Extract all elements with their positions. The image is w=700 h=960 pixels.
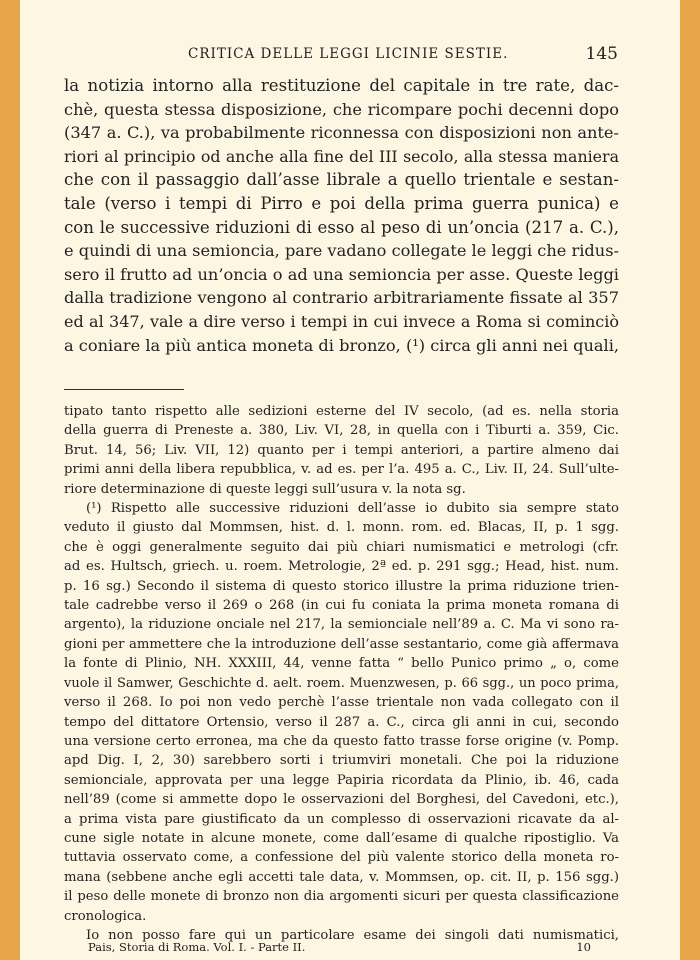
main-text-line: (347 a. C.), va probabilmente riconnessa con disposizioni non ante- <box>64 123 619 143</box>
main-text-line: che con il passaggio dall’asse librale a quello trientale e sestan- <box>64 170 619 190</box>
footnote-line: apd Dig. I, 2, 30) sarebbero sorti i triumviri monetali. Che poi la riduzione <box>64 753 619 769</box>
footnote-line: tempo del dittatore Ortensio, verso il 287 a. C., circa gli anni in cui, secondo <box>64 714 619 730</box>
running-head <box>20 44 680 68</box>
footnote-line: argento), la riduzione onciale nel 217, la semionciale nell’89 a. C. Ma vi sono ra- <box>64 617 619 633</box>
footnote-line: (¹) Rispetto alle successive riduzioni dell’asse io dubito sia sempre stato <box>86 501 619 517</box>
main-text-line: a coniare la più antica moneta di bronzo, (¹) circa gli anni nei quali, <box>64 335 620 355</box>
main-text-line: con le successive riduzioni di esso al peso di un’oncia (217 a. C.), <box>64 217 619 237</box>
footnote-line: a prima vista pare giustificato da un complesso di osservazioni ricavate da al- <box>64 811 619 827</box>
footnote-line: verso il 268. Io poi non vedo perchè l’asse trientale non vada collegato con il <box>64 695 619 711</box>
footnote-line: cune sigle notate in alcune monete, come dall’esame di qualche ripostiglio. Va <box>64 830 619 846</box>
footnote-line: mana (sebbene anche egli accetti tale data, v. Mommsen, op. cit. II, p. 156 sgg.) <box>64 869 619 885</box>
main-text <box>64 74 619 357</box>
main-text-line: tale (verso i tempi di Pirro e poi della prima guerra punica) e <box>64 193 619 213</box>
page-footer <box>64 940 619 956</box>
running-title: CRITICA DELLE LEGGI LICINIE SESTIE. <box>188 46 509 62</box>
footnote-line: riore determinazione di queste leggi sull’usura v. la nota sg. <box>64 481 466 497</box>
main-text-line: chè, questa stessa disposizione, che ricompare pochi decenni dopo <box>64 99 619 119</box>
footnote-line: p. 16 sg.) Secondo il sistema di questo storico illustre la prima riduzione trien- <box>64 578 619 594</box>
footnote-line: primi anni della libera repubblica, v. ad es. per l’a. 495 a. C., Liv. II, 24. Sull’ulte- <box>64 462 619 478</box>
footnote-line: cronologica. <box>64 908 147 924</box>
main-text-line: riori al principio od anche alla fine del III secolo, alla stessa maniera <box>64 146 619 166</box>
main-text-line: sero il frutto ad un’oncia o ad una semioncia per asse. Queste leggi <box>64 264 619 284</box>
signature-mark: 10 <box>576 940 591 954</box>
footnote-line: tipato tanto rispetto alle sedizioni esterne del IV secolo, (ad es. nella storia <box>64 404 619 419</box>
footnote-separator <box>64 389 184 390</box>
footnote-line: Io non posso fare qui un particolare esame dei singoli dati numismatici, <box>86 927 619 943</box>
footnote-line: nell’89 (come si ammette dopo le osservazioni del Borghesi, del Cavedoni, etc.), <box>64 792 619 808</box>
footnote-line: la fonte di Plinio, NH. XXXIII, 44, venne fatta “ bello Punico primo „ o, come <box>64 656 619 672</box>
footnote-line: Brut. 14, 56; Liv. VII, 12) quanto per i tempi anteriori, a partire almeno dai <box>64 442 619 458</box>
page-number: 145 <box>585 44 618 64</box>
footnote-line: della guerra di Preneste a. 380, Liv. VI, 28, in quella con i Tiburti a. 359, Cic. <box>64 423 619 439</box>
main-text-line: e quindi di una semioncia, pare vadano collegate le leggi che ridus- <box>64 241 619 261</box>
footnote-line: ad es. Hultsch, griech. u. roem. Metrologie, 2ª ed. p. 291 sgg.; Head, hist. num. <box>64 559 619 575</box>
footnote-line: gioni per ammettere che la introduzione dell’asse sestantario, come già affermava <box>64 636 619 652</box>
footnote-line: il peso delle monete di bronzo non dia argomenti sicuri per questa classificazione <box>64 889 619 905</box>
book-page <box>20 0 680 960</box>
main-text-line: ed al 347, vale a dire verso i tempi in cui invece a Roma si cominciò <box>64 311 619 331</box>
footer-citation: Pais, Storia di Roma. Vol. I. - Parte II. <box>88 940 306 954</box>
footnotes <box>64 402 619 945</box>
footnote-line: tuttavia osservato come, a confessione del più valente storico della moneta ro- <box>64 850 619 866</box>
footnote-line: tale cadrebbe verso il 269 o 268 (in cui fu coniata la prima moneta romana di <box>64 598 619 614</box>
footnote-line: semionciale, approvata per una legge Papiria ricordata da Plinio, ib. 46, cada <box>64 772 619 788</box>
footnote-line: che è oggi generalmente seguito dai più chiari numismatici e metrologi (cfr. <box>64 539 619 555</box>
footnote-line: vuole il Samwer, Geschichte d. aelt. roem. Muenzwesen, p. 66 sgg., un poco prima, <box>64 675 619 691</box>
footnote-line: veduto il giusto dal Mommsen, hist. d. l. monn. rom. ed. Blacas, II, p. 1 sgg. <box>64 520 619 536</box>
main-text-line: la notizia intorno alla restituzione del capitale in tre rate, dac- <box>64 76 619 95</box>
main-text-line: dalla tradizione vengono al contrario arbitrariamente fissate al 357 <box>64 288 619 308</box>
footnote-line: una versione certo erronea, ma che da questo fatto trasse forse origine (v. Pomp. <box>64 733 619 749</box>
